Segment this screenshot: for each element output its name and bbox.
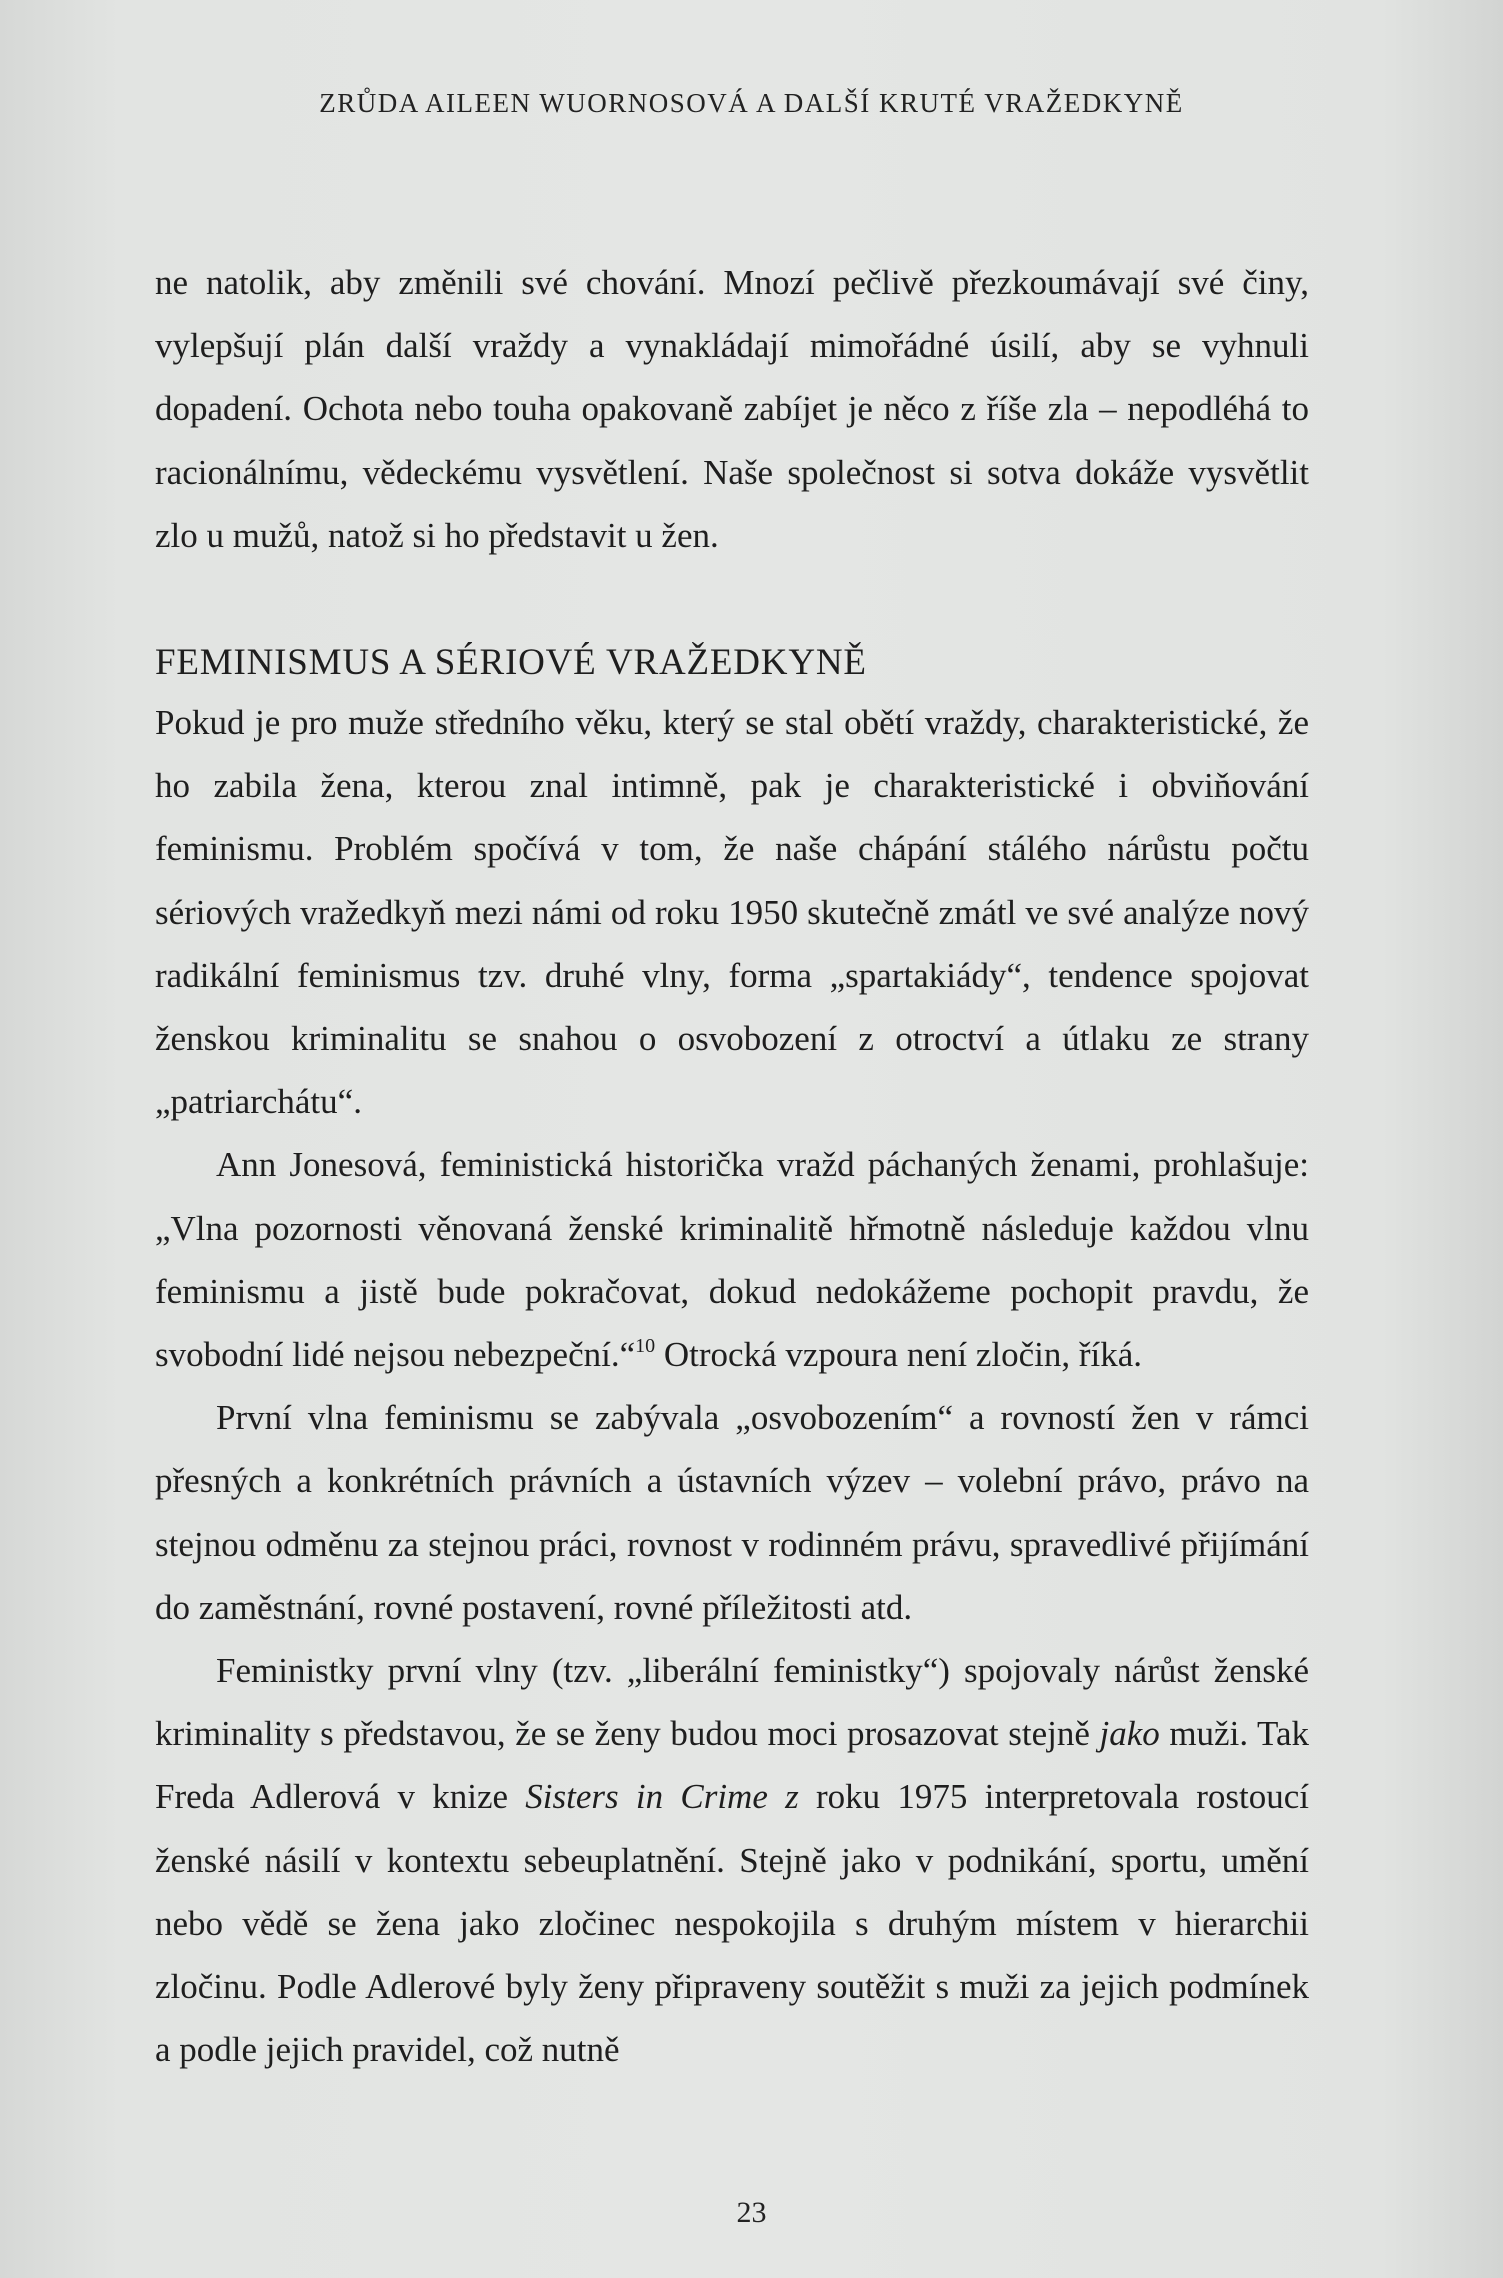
paragraph-3: První vlna feminismu se zabývala „osvobozením“ a rovností žen v rámci přesných a konkrétních právních a ústavních výzev – volební právo, právo na stejnou odměnu za stejnou práci, rovnost v rodinném právu, spravedlivé přijímání do zaměstnání, rovné postavení, rovné příležitosti atd. bbox=[155, 1398, 1309, 1627]
running-head: ZRŮDA AILEEN WUORNOSOVÁ A DALŠÍ KRUTÉ VRAŽEDKYNĚ bbox=[319, 88, 1184, 118]
footnote-reference: 10 bbox=[635, 1335, 656, 1358]
body-text bbox=[155, 251, 1309, 2081]
book-title: Sisters in Crime z bbox=[525, 1777, 799, 1817]
paragraph-4 bbox=[155, 1639, 1309, 2081]
paragraph-1: Pokud je pro muže středního věku, který se stal obětí vraždy, charakteristické, že ho zabila žena, kterou znal intimně, pak je charakteristické i obviňování feminismu. Problém spočívá v tom, že naše chápání stálého nárůstu počtu sériových vražedkyň mezi námi od roku 1950 skutečně zmátl ve své analýze nový radikální feminismus tzv. druhé vlny, forma „spartakiády“, tendence spojovat ženskou kriminalitu se snahou o osvobození z otroctví a útlaku ze strany „patriarchátu“. bbox=[155, 703, 1309, 1122]
section-heading: FEMINISMUS A SÉRIOVÉ VRAŽEDKYNĚ bbox=[155, 642, 867, 684]
paragraph-2-tail: Otrocká vzpoura není zločin, říká. bbox=[655, 1335, 1143, 1375]
opening-paragraph: ne natolik, aby změnili své chování. Mnozí pečlivě přezkoumávají své činy, vylepšují plán další vraždy a vynakládají mimořádné úsilí, aby se vyhnuli dopadení. Ochota nebo touha opakovaně zabíjet je něco z říše zla – nepodléhá to racionálnímu, vědeckému vysvětlení. Naše společnost si sotva dokáže vysvětlit zlo u mužů, natož si ho představit u žen. bbox=[155, 263, 1309, 555]
paragraph-4-text-2: muži. Tak Freda Adlerová v knize bbox=[155, 1714, 1309, 1817]
paragraph-4-text-3: roku 1975 interpretovala rostoucí ženské násilí v kontextu sebeuplatnění. Stejně jako v podnikání, sportu, umění nebo vědě se žena jako zločinec nespokojila s druhým místem v hierarchii zločinu. Podle Adlerové byly ženy připraveny soutěžit s muži za jejich podmínek a podle jejich pravidel, což nutně bbox=[155, 1777, 1309, 2070]
paragraph-2 bbox=[155, 1133, 1309, 1386]
paragraph-4-text-1: Feministky první vlny (tzv. „liberální feministky“) spojovaly nárůst ženské kriminality s představou, že se ženy budou moci prosazovat stejně bbox=[155, 1651, 1309, 1754]
paragraph-2-text: Ann Jonesová, feministická historička vražd páchaných ženami, prohlašuje: „Vlna pozornosti věnovaná ženské kriminalitě hřmotně následuje každou vlnu feminismu a jistě bude pokračovat, dokud nedokážeme pochopit pravdu, že svobodní lidé nejsou nebezpeční.“ bbox=[155, 1145, 1309, 1375]
italic-word-jako: jako bbox=[1099, 1714, 1160, 1754]
page-number: 23 bbox=[736, 2196, 767, 2229]
